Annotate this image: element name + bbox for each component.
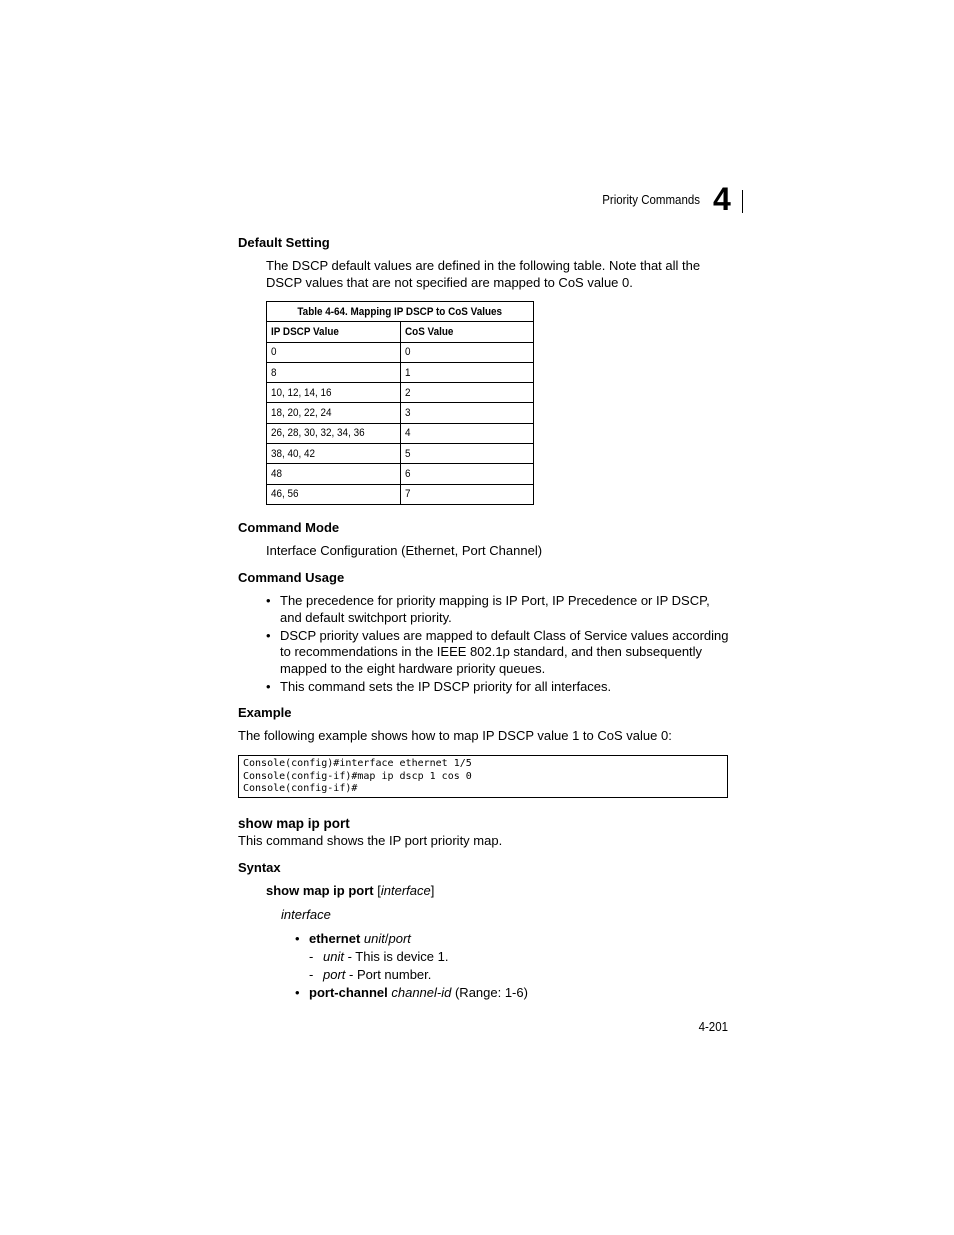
table-row: 46, 56 7 (267, 484, 534, 504)
heading-command-usage: Command Usage (238, 570, 345, 585)
list-item: • This command sets the IP DSCP priority for all interfaces. (266, 679, 732, 696)
default-setting-text: The DSCP default values are defined in the following table. Note that all the DSCP values that are not specified are mapped to CoS value 0. (266, 258, 701, 290)
table-row: 8 1 (267, 362, 534, 382)
list-item: • DSCP priority values are mapped to default Class of Service values according to recommendations in the IEEE 802.1p standard, and then subsequently mapped to the eight hardware priority queues. (266, 628, 732, 678)
table-row: 10, 12, 14, 16 2 (267, 383, 534, 403)
heading-command-mode: Command Mode (238, 520, 340, 535)
list-item: • The precedence for priority mapping is IP Port, IP Precedence or IP DSCP, and default switchport priority. (266, 593, 732, 626)
command-description: This command shows the IP port priority map. (238, 833, 503, 848)
code-line: Console(config-if)# (243, 783, 358, 795)
table-row: 26, 28, 30, 32, 34, 36 4 (267, 423, 534, 443)
table-caption: Table 4-64. Mapping IP DSCP to CoS Values (267, 302, 534, 322)
command-title: show map ip port (238, 816, 350, 831)
page-number: 4-201 (698, 1020, 728, 1034)
command-usage-list (266, 593, 732, 697)
syntax-command: show map ip port (266, 883, 374, 898)
list-item: • ethernet unit/port - unit - This is device 1. - port - Port number. (295, 931, 715, 984)
table-row: 0 0 (267, 342, 534, 362)
list-item: - port - Port number. (309, 967, 715, 984)
example-text: The following example shows how to map IP DSCP value 1 to CoS value 0: (238, 728, 672, 743)
table-row: 38, 40, 42 5 (267, 444, 534, 464)
dscp-cos-table (266, 301, 534, 505)
heading-syntax: Syntax (238, 860, 281, 875)
parameter-name: interface (281, 907, 331, 922)
chapter-number: 4 (713, 181, 731, 217)
code-line: Console(config-if)#map ip dscp 1 cos 0 (243, 770, 472, 782)
command-mode-text: Interface Configuration (Ethernet, Port Channel) (266, 543, 543, 558)
list-item: • port-channel channel-id (Range: 1-6) (295, 985, 715, 1002)
table-row: 18, 20, 22, 24 3 (267, 403, 534, 423)
code-line: Console(config)#interface ethernet 1/5 (243, 758, 472, 769)
column-header-ip-dscp: IP DSCP Value (267, 322, 401, 342)
list-item: - unit - This is device 1. (309, 949, 715, 966)
heading-default-setting: Default Setting (238, 235, 330, 250)
table-row: 48 6 (267, 464, 534, 484)
chapter-tab-bar (742, 190, 743, 213)
code-example (238, 755, 728, 798)
syntax-line: show map ip port [interface] (266, 883, 435, 898)
heading-example: Example (238, 705, 292, 720)
syntax-parameter: interface (380, 883, 431, 898)
running-header: Priority Commands (602, 193, 700, 207)
parameter-options (295, 931, 715, 1003)
column-header-cos: CoS Value (400, 322, 533, 342)
